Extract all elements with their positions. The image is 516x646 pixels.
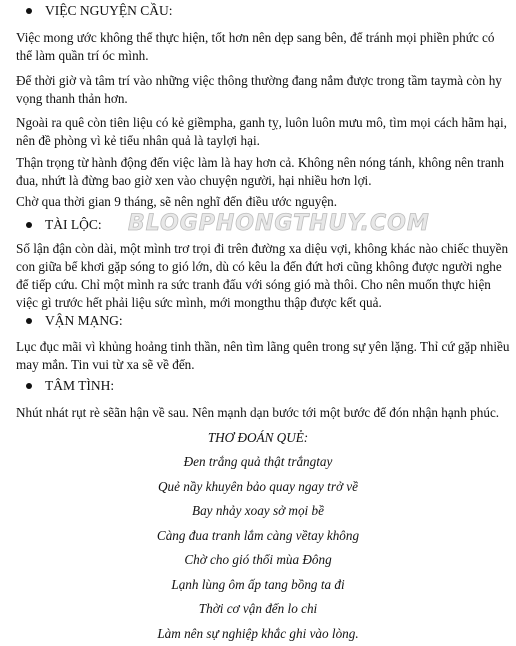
paragraph: Số lận đận còn dài, một mình trơ trọi đi trên đường xa diệu vợi, không khác nào chiếc thuyền con giữa bể khơi gặp sóng to gió lớn, dù có kêu la đến đứt hơi cũng không được người nghe để tiếp cứu. Chỉ một mình ra sức tranh đấu với sóng gió mà thôi. Cho nên muốn thực hiện việc gì trước hết phải liệu sức mình, mới mongthu thập được kết quả. <box>16 241 509 310</box>
paragraph: Nhút nhát rụt rè sẽãn hận về sau. Nên mạnh dạn bước tới một bước để đón nhận hạnh phúc. <box>16 405 500 420</box>
paragraph: Để thời giờ và tâm trí vào những việc thông thường đang nắm được trong tầm taymà còn hy vọng thanh thản hơn. <box>16 73 502 106</box>
bullet-icon <box>26 222 32 228</box>
section-heading-tam-tinh: TÂM TÌNH: <box>26 378 114 394</box>
poem-line: Bay nhảy xoay sở mọi bề <box>192 503 324 518</box>
poem-line: Càng đua tranh lắm càng vềtay không <box>156 528 360 543</box>
section-heading-viec-nguyen-cau: VIỆC NGUYỆN CẦU: <box>26 3 173 19</box>
poem-line: Thời cơ vận đến lo chi <box>198 601 318 616</box>
poem-line: Quẻ nầy khuyên bảo quay ngay trở về <box>157 479 359 494</box>
watermark-logo: BLOGPHONGTHUY.COM <box>128 211 430 236</box>
bullet-icon <box>26 318 32 324</box>
paragraph: Lục đục mãi vì khủng hoảng tinh thần, nên tìm lãng quên trong sự yên lặng. Thỉ cứ gặp nhiều may mắn. Tin vui từ xa sẽ về đến. <box>16 339 510 372</box>
paragraph: Thận trọng từ hành động đến việc làm là hay hơn cả. Không nên nóng tánh, không nên tranh đua, nhứt là đừng bao giờ xen vào chuyện người, hại nhiều hơn lợi. <box>16 155 505 188</box>
bullet-icon <box>26 383 32 389</box>
poem-line: Chờ cho gió thổi mùa Đông <box>184 552 332 567</box>
paragraph: Ngoài ra quê còn tiên liệu có kẻ giềmpha, ganh tỵ, luôn luôn mưu mô, tìm mọi cách hãm hại, nên đề phòng vì kẻ tiểu nhân quả là taylợi hại. <box>16 115 507 148</box>
paragraph: Chờ qua thời gian 9 tháng, sẽ nên nghĩ đến điều ước nguyện. <box>16 194 338 209</box>
paragraph: Việc mong ước không thể thực hiện, tốt hơn nên dẹp sang bên, để tránh mọi phiền phức có thể làm quần trí óc mình. <box>16 30 495 63</box>
poem-line: Đen trắng quả thật trắngtay <box>183 454 333 469</box>
poem-line: Làm nên sự nghiệp khắc ghi vào lòng. <box>157 626 359 641</box>
section-heading-van-mang: VẬN MẠNG: <box>26 313 123 329</box>
poem-title: THƠ ĐOÁN QUẺ: <box>207 430 309 445</box>
poem-line: Lạnh lùng ôm ấp tang bồng ta đi <box>171 577 345 592</box>
bullet-icon <box>26 8 32 14</box>
section-heading-tai-loc: TÀI LỘC: <box>26 217 102 233</box>
